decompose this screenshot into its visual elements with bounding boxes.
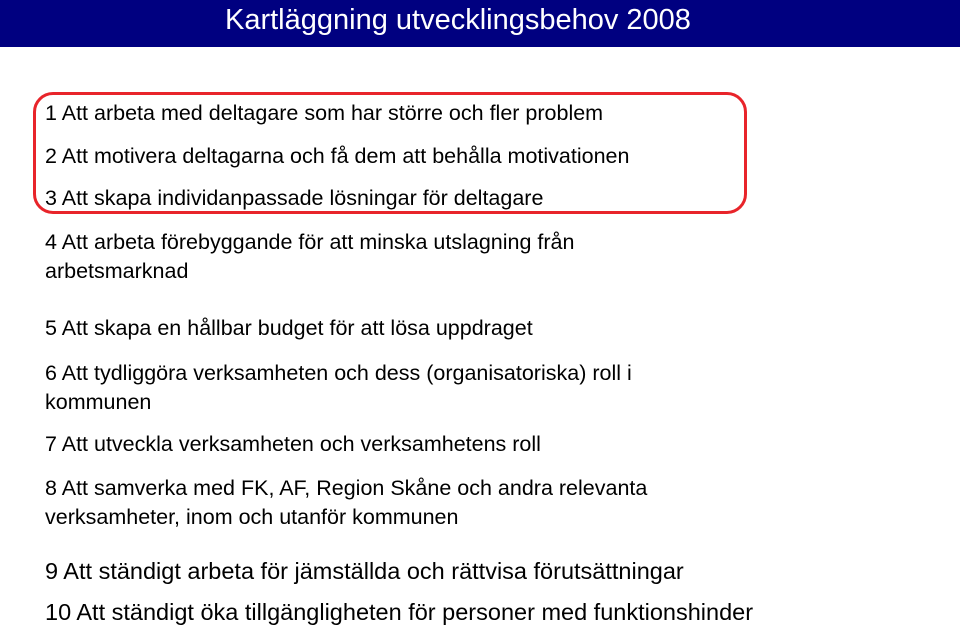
list-item-1 [45,99,603,128]
list-item-8 [45,474,647,532]
list-item-9 [45,557,684,586]
list-item-10 [45,598,753,627]
list-item-5 [45,314,533,343]
list-item-10-text: 10 Att ständigt öka tillgängligheten för personer med funktionshinder [45,599,754,625]
list-item-4 [45,228,574,286]
list-item-6-line-2: kommunen [45,390,152,414]
list-item-8-line-1: 8 Att samverka med FK, AF, Region Skåne och andra relevanta [45,476,648,500]
list-item-6 [45,359,632,417]
list-item-4-line-1: 4 Att arbeta förebyggande för att minska utslagning från [45,230,575,254]
list-item-7 [45,430,541,459]
list-item-1-text: 1 Att arbeta med deltagare som har större och fler problem [45,101,604,125]
list-item-7-text: 7 Att utveckla verksamheten och verksamhetens roll [45,432,541,456]
list-item-2 [45,142,629,171]
list-item-9-text: 9 Att ständigt arbeta för jämställda och rättvisa förutsättningar [45,558,684,584]
slide-title: Kartläggning utvecklingsbehov 2008 [225,4,691,36]
list-item-3-text: 3 Att skapa individanpassade lösningar för deltagare [45,186,544,210]
list-item-2-text: 2 Att motivera deltagarna och få dem att behålla motivationen [45,144,630,168]
title-bar [0,0,960,47]
list-item-3 [45,184,543,213]
list-item-5-text: 5 Att skapa en hållbar budget för att lösa uppdraget [45,316,533,340]
list-item-6-line-1: 6 Att tydliggöra verksamheten och dess (organisatoriska) roll i [45,361,632,385]
list-item-4-line-2: arbetsmarknad [45,259,189,283]
list-item-8-line-2: verksamheter, inom och utanför kommunen [45,505,459,529]
